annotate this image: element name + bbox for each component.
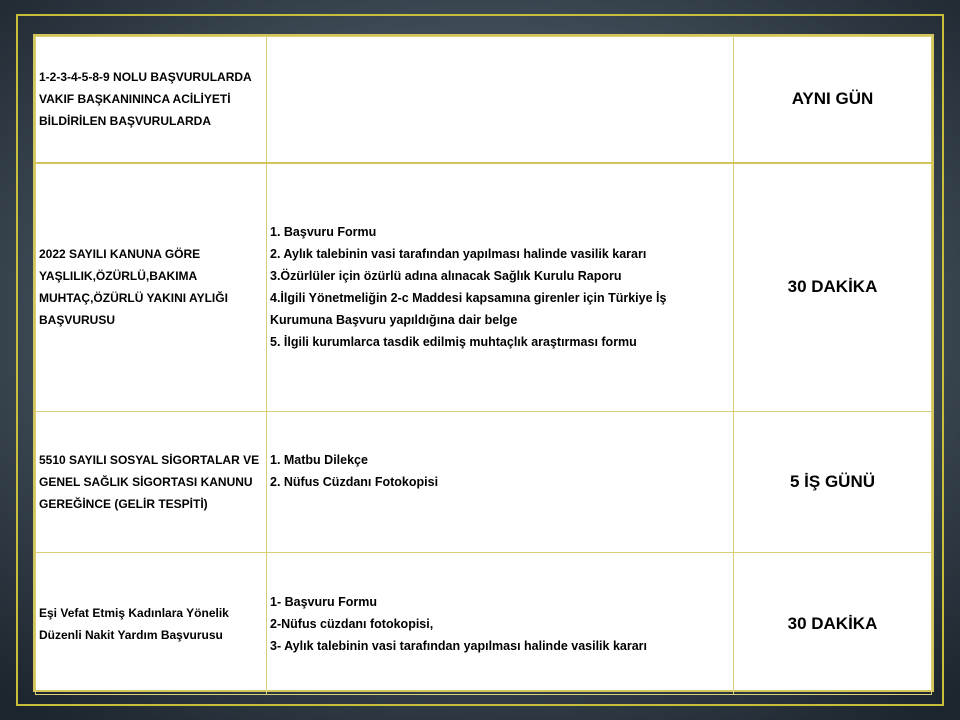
application-cell: 1-2-3-4-5-8-9 NOLU BAŞVURULARDA VAKIF BAŞKANININCA ACİLİYETİ BİLDİRİLEN BAŞVURULARDA: [36, 37, 267, 163]
document-item: 2. Nüfus Cüzdanı Fotokopisi: [270, 475, 439, 489]
application-cell: 2022 SAYILI KANUNA GÖRE YAŞLILIK,ÖZÜRLÜ,BAKIMA MUHTAÇ,ÖZÜRLÜ YAKINI AYLIĞI BAŞVURUSU: [36, 163, 267, 412]
documents-cell: [267, 163, 734, 412]
document-item: 1. Matbu Dilekçe: [270, 453, 368, 467]
document-item: 5. İlgili kurumlarca tasdik edilmiş muhtaçlık araştırması formu: [270, 335, 637, 350]
application-cell: 5510 SAYILI SOSYAL SİGORTALAR VE GENEL SAĞLIK SİGORTASI KANUNU GEREĞİNCE (GELİR TESPİTİ): [36, 412, 267, 553]
duration-cell: AYNI GÜN: [734, 37, 932, 163]
documents-cell: [267, 37, 734, 163]
procedures-table-grid: [35, 36, 932, 695]
table-row: [36, 163, 932, 412]
documents-cell: [267, 412, 734, 553]
documents-cell: [267, 553, 734, 695]
duration-cell: 5 İŞ GÜNÜ: [734, 412, 932, 553]
document-item: 1. Başvuru Formu: [270, 225, 377, 240]
document-item: 4.İlgili Yönetmeliğin 2-c Maddesi kapsamına girenler için Türkiye İş Kurumuna Başvuru yapıldığına dair belge: [270, 291, 667, 328]
document-item: 3- Aylık talebinin vasi tarafından yapılması halinde vasilik kararı: [270, 638, 648, 653]
document-item: 1- Başvuru Formu: [270, 594, 377, 609]
duration-cell: 30 DAKİKA: [734, 163, 932, 412]
document-item: 2-Nüfus cüzdanı fotokopisi,: [270, 616, 434, 631]
table-row: [36, 37, 932, 163]
procedures-table: [33, 34, 934, 692]
document-item: 3.Özürlüler için özürlü adına alınacak Sağlık Kurulu Raporu: [270, 269, 622, 284]
application-cell: Eşi Vefat Etmiş Kadınlara Yönelik Düzenli Nakit Yardım Başvurusu: [36, 553, 267, 695]
document-item: 2. Aylık talebinin vasi tarafından yapılması halinde vasilik kararı: [270, 247, 647, 262]
table-row: [36, 553, 932, 695]
duration-cell: 30 DAKİKA: [734, 553, 932, 695]
table-row: [36, 412, 932, 553]
